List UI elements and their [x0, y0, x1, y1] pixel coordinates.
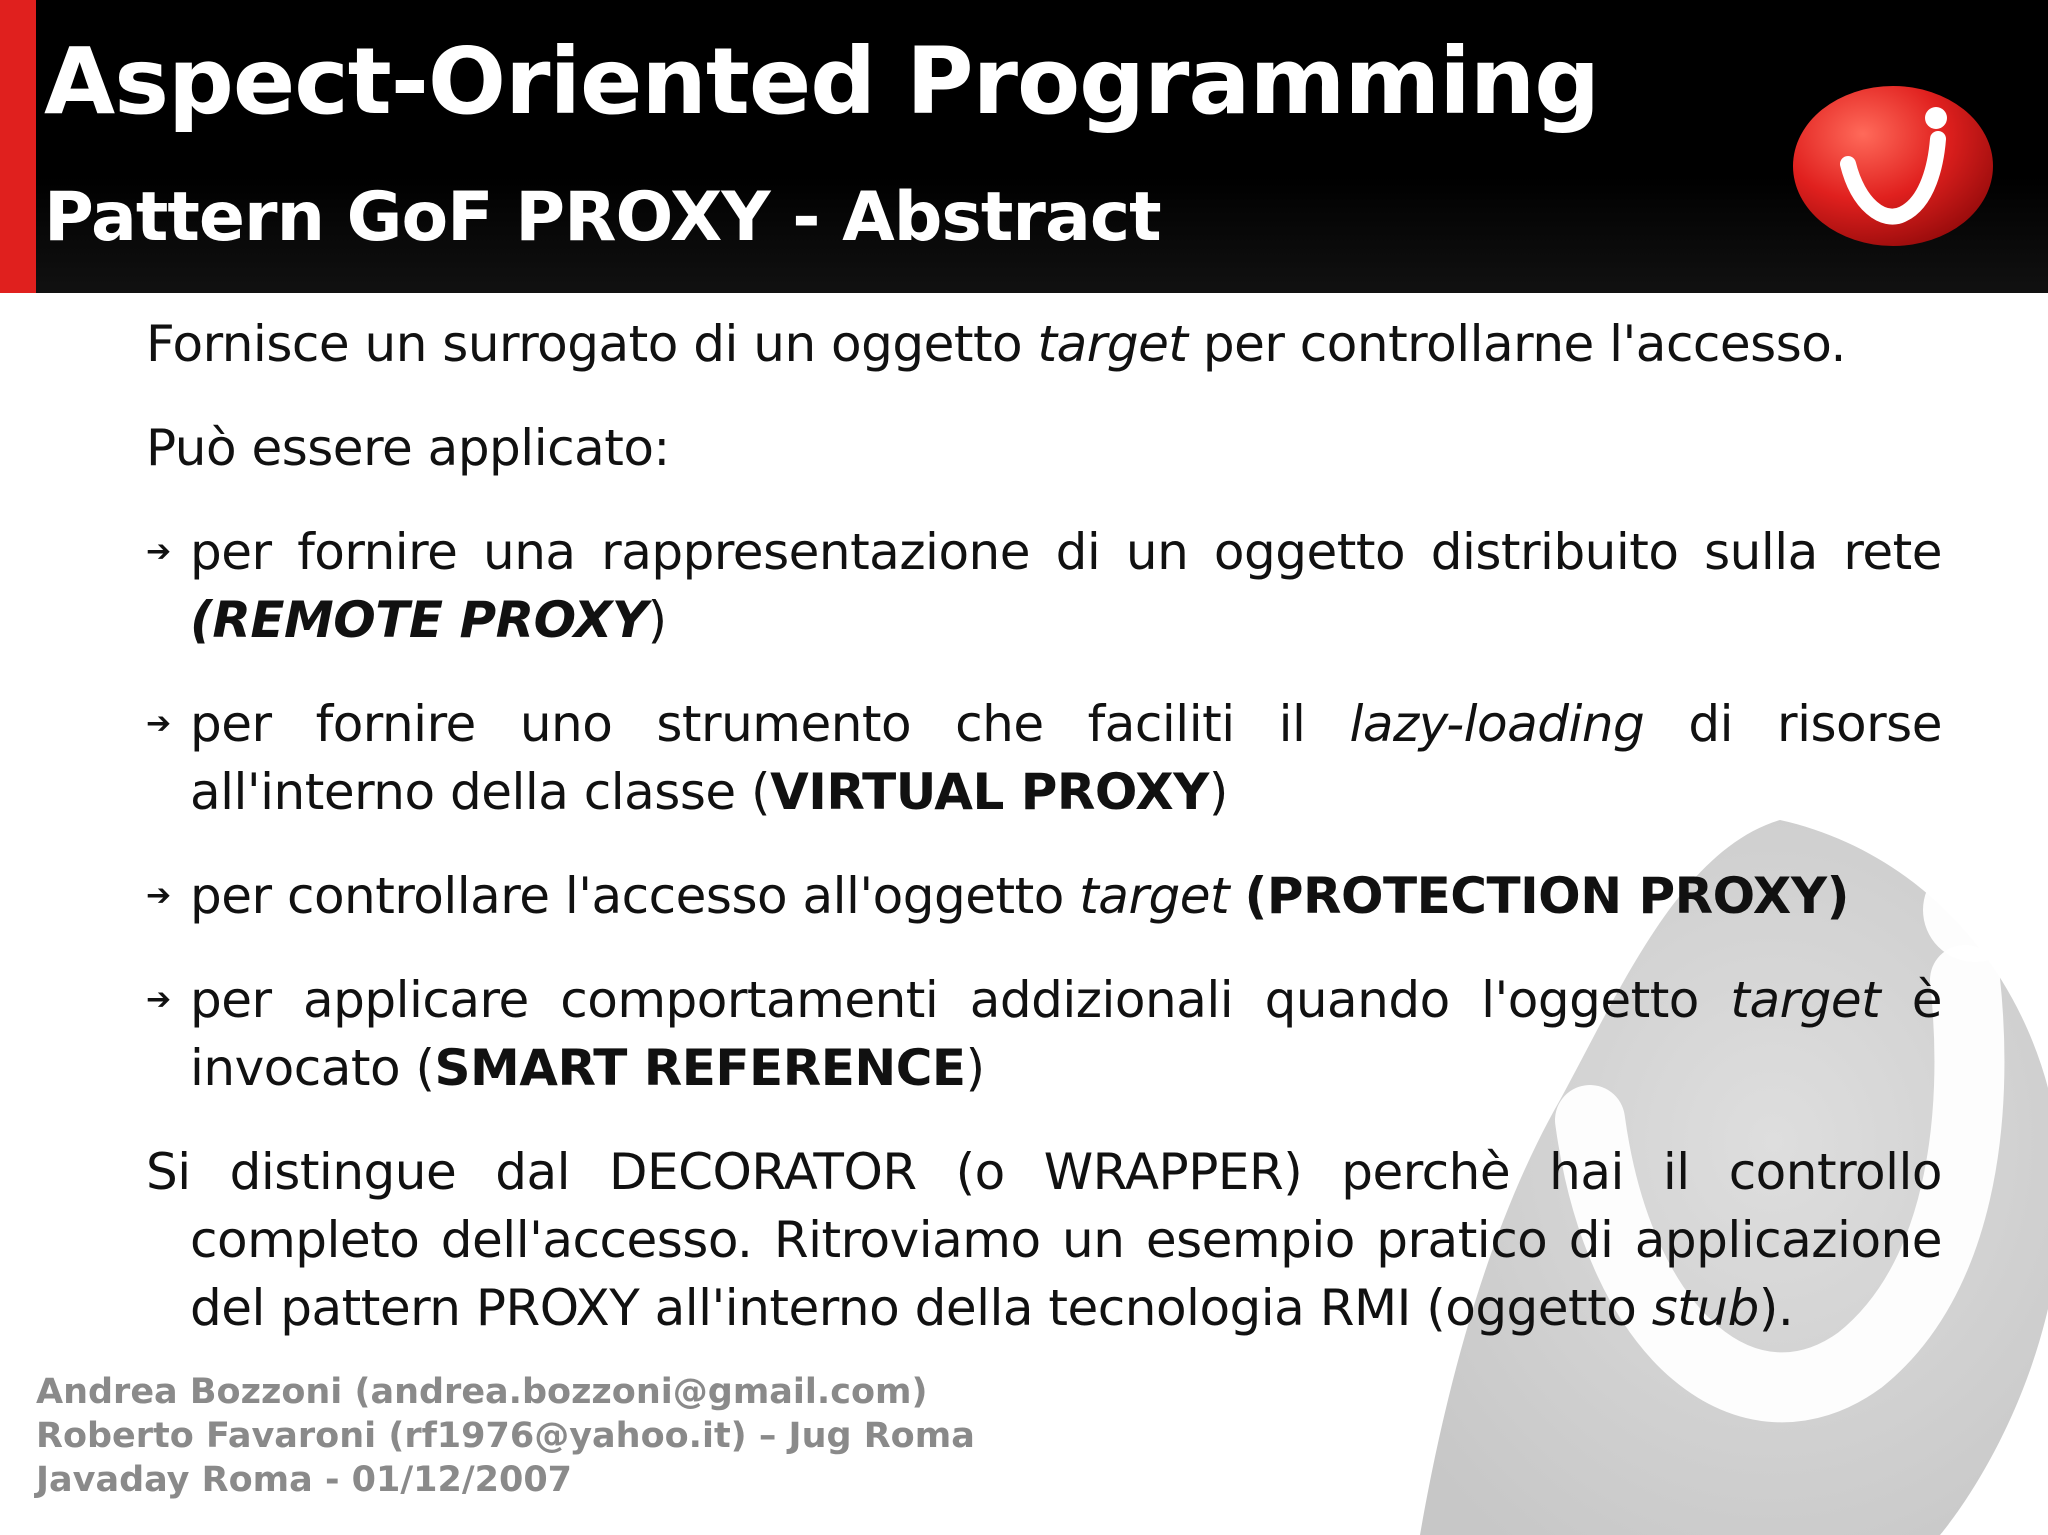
slide-body [146, 310, 1942, 1378]
slide-title: Aspect-Oriented Programming [44, 28, 1600, 135]
bullet-smart-reference: ➔ per applicare comportamenti addizionali quando l'oggetto target è invocato (SMART REFERENCE) [146, 966, 1942, 1102]
decorator-comparison-paragraph: Si distingue dal DECORATOR (o WRAPPER) perchè hai il controllo completo dell'accesso. Ritroviamo un esempio pratico di applicazione del pattern PROXY all'interno della tecnologia RMI (oggetto stub). [146, 1143, 1942, 1337]
footer-author-2: Roberto Favaroni (rf1976@yahoo.it) – Jug Roma [36, 1416, 975, 1456]
definition-paragraph: Fornisce un surrogato di un oggetto target per controllarne l'accesso. [146, 315, 1846, 373]
smart-reference-term: SMART REFERENCE [434, 1039, 966, 1097]
slide-subtitle: Pattern GoF PROXY - Abstract [44, 178, 1161, 257]
virtual-proxy-term: VIRTUAL PROXY [770, 763, 1209, 821]
applicability-intro: Può essere applicato: [146, 419, 670, 477]
arrow-right-icon: ➔ [146, 982, 171, 1017]
arrow-right-icon: ➔ [146, 878, 171, 913]
stub-term: stub [1651, 1279, 1759, 1337]
javaday-j-logo-icon [1788, 84, 1998, 248]
lazy-loading-term: lazy-loading [1349, 695, 1645, 753]
protection-proxy-term: (PROTECTION PROXY) [1244, 867, 1849, 925]
target-term: target [1037, 315, 1188, 373]
bullet-protection-proxy: ➔ per controllare l'accesso all'oggetto target (PROTECTION PROXY) [146, 862, 1942, 930]
red-accent-bar [0, 0, 36, 293]
target-term: target [1079, 867, 1230, 925]
bullet-remote-proxy: ➔ per fornire una rappresentazione di un oggetto distribuito sulla rete (REMOTE PROXY) [146, 518, 1942, 654]
arrow-right-icon: ➔ [146, 534, 171, 569]
target-term: target [1730, 971, 1881, 1029]
slide-footer [36, 1370, 975, 1502]
footer-event: Javaday Roma - 01/12/2007 [36, 1460, 573, 1500]
bullet-virtual-proxy: ➔ per fornire uno strumento che faciliti il lazy-loading di risorse all'interno della classe (VIRTUAL PROXY) [146, 690, 1942, 826]
remote-proxy-term: (REMOTE PROXY [190, 591, 648, 649]
arrow-right-icon: ➔ [146, 706, 171, 741]
footer-author-1: Andrea Bozzoni (andrea.bozzoni@gmail.com) [36, 1372, 928, 1412]
